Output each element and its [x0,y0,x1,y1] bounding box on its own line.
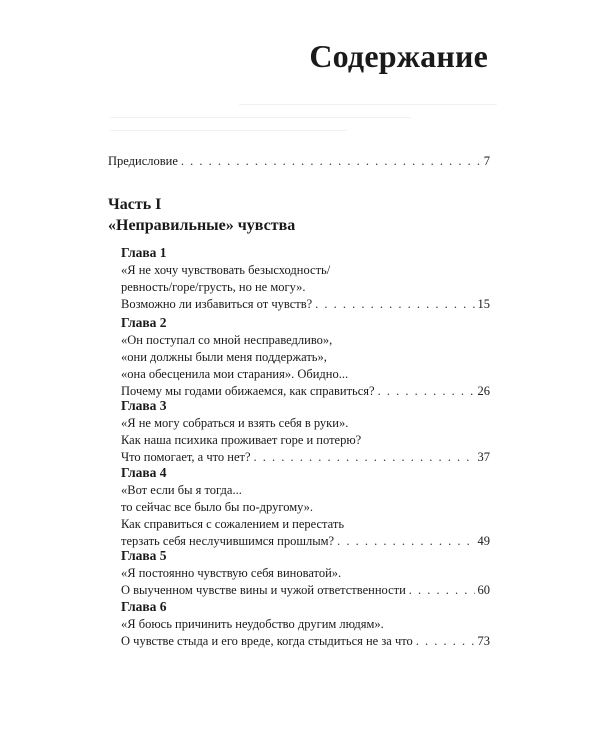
chapter-last-line: О чувстве стыда и его вреде, когда стыдиться не за что [121,634,413,648]
toc-entry-chapter-1[interactable] [121,244,490,313]
chapter-page: 73 [477,634,490,648]
preface-label: Предисловие [108,154,178,168]
chapter-heading: Глава 2 [121,315,167,330]
chapter-last-line: Возможно ли избавиться от чувств? [121,297,313,311]
chapter-line: Как наша психика проживает горе и потерю? [121,433,362,447]
toc-entry-chapter-4[interactable] [121,464,490,550]
chapter-page: 49 [477,534,490,548]
chapter-line: «Он поступал со мной несправедливо», [121,333,333,347]
chapter-last-line: О выученном чувстве вины и чужой ответственности [121,583,406,597]
toc-entry-chapter-3[interactable] [121,397,490,466]
toc-entry-chapter-6[interactable] [121,598,490,650]
chapter-line: «они должны были меня поддержать», [121,350,327,364]
show-through [110,92,540,152]
chapter-line: ревность/горе/грусть, но не могу». [121,280,306,294]
chapter-last-line: Что помогает, а что нет? [121,450,251,464]
toc-entry-preface[interactable] [108,153,490,170]
chapter-page: 37 [477,450,490,464]
toc-entry-chapter-2[interactable] [121,314,490,400]
chapter-line: то сейчас все было бы по-другому». [121,500,314,514]
chapter-line: «Я боюсь причинить неудобство другим людям». [121,617,384,631]
chapter-heading: Глава 1 [121,245,167,260]
chapter-line: «она обесценила мои старания». Обидно... [121,367,349,381]
leader-dots [181,153,481,170]
chapter-line: «Я постоянно чувствую себя виноватой». [121,566,342,580]
chapter-line: Как справиться с сожалением и перестать [121,517,345,531]
chapter-line: «Я не могу собраться и взять себя в руки». [121,416,349,430]
leader-dots [416,633,475,650]
part-heading [108,194,295,236]
part-number: Часть I [108,196,162,213]
leader-dots [315,296,474,313]
toc-entry-chapter-5[interactable] [121,547,490,599]
chapter-line: «Я не хочу чувствовать безысходность/ [121,263,331,277]
chapter-last-line: Почему мы годами обижаемся, как справиться? [121,384,375,398]
chapter-heading: Глава 5 [121,548,167,563]
chapter-last-line: терзать себя неслучившимся прошлым? [121,534,335,548]
page-title: Содержание [309,38,488,74]
chapter-heading: Глава 3 [121,398,167,413]
chapter-page: 15 [477,297,490,311]
preface-page: 7 [483,154,490,168]
chapter-page: 60 [477,583,490,597]
part-title: «Неправильные» чувства [108,217,296,234]
chapter-heading: Глава 4 [121,465,167,480]
leader-dots [409,582,475,599]
chapter-page: 26 [477,384,490,398]
chapter-heading: Глава 6 [121,599,167,614]
chapter-line: «Вот если бы я тогда... [121,483,242,497]
